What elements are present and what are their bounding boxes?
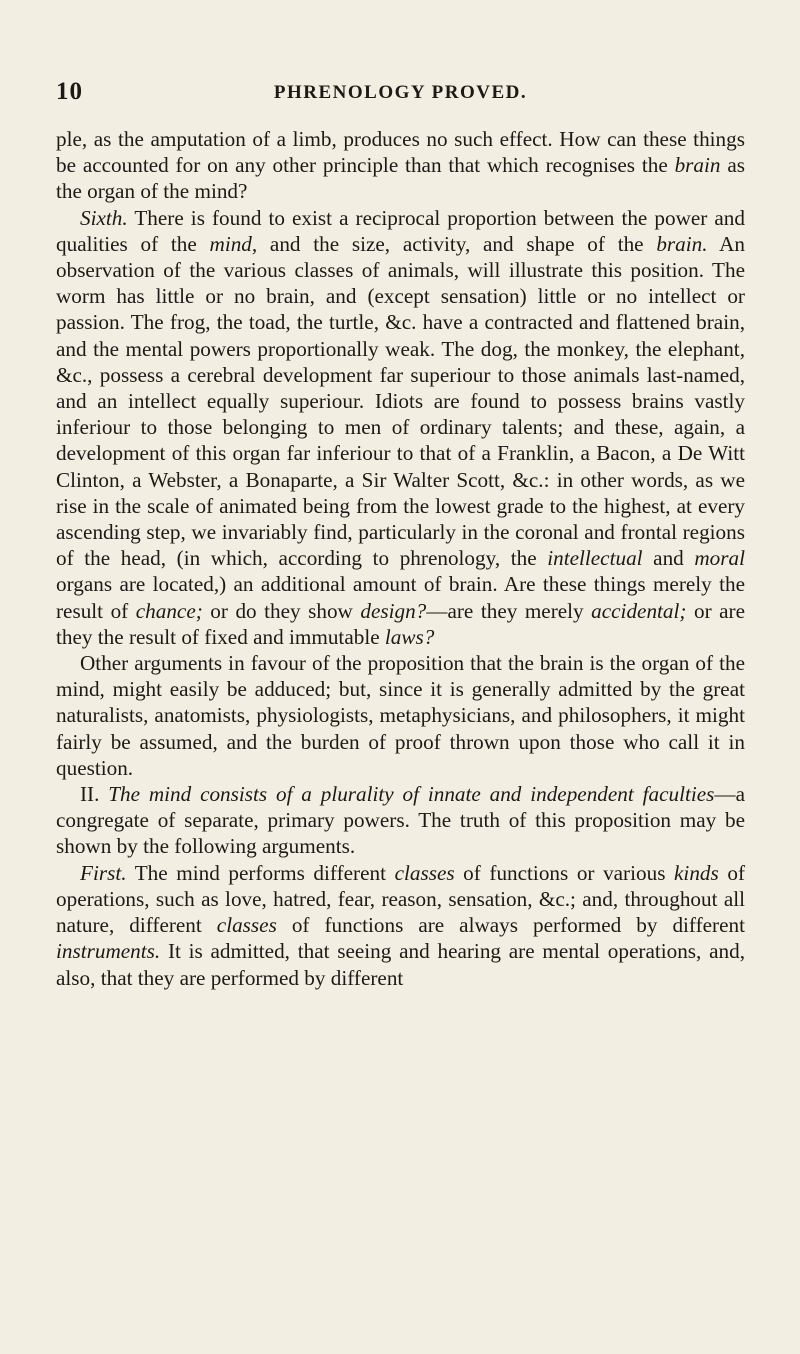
text-run: of functions are always performed by different [276, 913, 745, 938]
emphasis: kinds [674, 860, 719, 885]
emphasis: classes [394, 860, 455, 885]
page-header [56, 78, 745, 112]
text-run: There is found to exist a reciprocal proportion between the power and qualities of the [56, 205, 745, 256]
text-run: organs are located,) an additional amount of brain. Are these things merely the result of [56, 572, 745, 623]
text-run: The mind performs different [126, 860, 395, 885]
page-number: 10 [56, 78, 83, 105]
emphasis: accidental; [591, 598, 687, 623]
text-run: II. [80, 782, 109, 807]
text-run: or are they the result of fixed and immutable [56, 598, 745, 649]
paragraph-1 [56, 126, 745, 205]
text-run: of operations, such as love, hatred, fear, reason, sensation, &c.; and, throughout all nature, different [56, 860, 745, 938]
text-run: and [642, 546, 695, 571]
paragraph-other-arguments [56, 650, 745, 781]
body-text [56, 126, 745, 991]
emphasis: mind, [209, 231, 258, 256]
text-run: or do they show [202, 598, 361, 623]
emphasis: intellectual [547, 546, 643, 571]
running-title: PHRENOLOGY PROVED. [273, 82, 528, 103]
emphasis: laws? [384, 624, 435, 649]
paragraph-sixth [56, 205, 745, 650]
text-run: It is admitted, that seeing and hearing are mental operations, and, also, that they are performed by different [56, 939, 745, 990]
emphasis: The mind consists of a plurality of innate and independent faculties [108, 782, 715, 807]
text-run: as the organ of the mind? [56, 153, 745, 204]
text-run: —are they merely [426, 598, 592, 623]
emphasis: brain [674, 153, 721, 178]
emphasis: classes [216, 913, 277, 938]
text-run: An observation of the various classes of animals, will illustrate this position. The worm has little or no brain, and (except sensation) little or no intellect or passion. The frog, the toad, the turtle, &c. have a contracted and flattened brain, and the mental powers proportionally weak. The dog, the monkey, the elephant, &c., possess a cerebral development far superiour to those animals last-named, and an intellect equally superiour. Idiots are found to possess brains vastly inferiour to those belonging to men of ordinary talents; and these, again, a development of this organ far inferiour to that of a Franklin, a Bacon, a De Witt Clinton, a Webster, a Bonaparte, a Sir Walter Scott, &c.: in other words, as we rise in the scale of animated being from the lowest grade to the highest, at every ascending step, we invariably find, particularly in the coronal and frontal regions of the head, (in which, according to phrenology, the [56, 231, 745, 571]
emphasis: brain. [656, 231, 708, 256]
text-run: Other arguments in favour of the proposition that the brain is the organ of the mind, might easily be adduced; but, since it is generally admitted by the great naturalists, anatomists, physiologists, metaphysicians, and philosophers, it might fairly be assumed, and the burden of proof thrown upon those who call it in question. [56, 651, 745, 780]
emphasis: moral [694, 546, 745, 571]
emphasis: chance; [135, 598, 203, 623]
emphasis: instruments. [56, 939, 161, 964]
text-run: and the size, activity, and shape of the [257, 231, 657, 256]
text-run: —a congregate of separate, primary powers. The truth of this proposition may be shown by the following arguments. [56, 782, 745, 859]
text-run: ple, as the amputation of a limb, produces no such effect. How can these things be accounted for on any other principle than that which recognises the [56, 127, 745, 178]
emphasis: First. [80, 860, 127, 885]
text-run: of functions or various [454, 860, 675, 885]
paragraph-first [56, 860, 745, 991]
emphasis: design? [360, 598, 427, 623]
emphasis: Sixth. [80, 205, 128, 230]
paragraph-proposition-two [56, 781, 745, 860]
